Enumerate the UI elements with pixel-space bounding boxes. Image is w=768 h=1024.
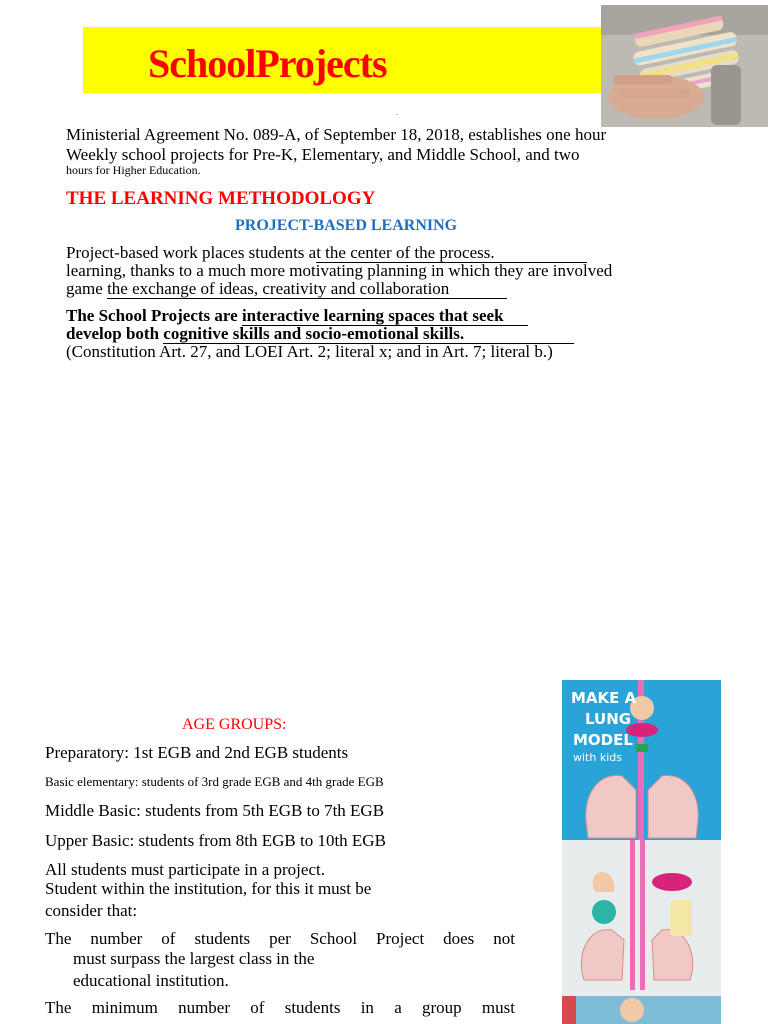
- pbl-line-4-underlined: interactive learning spaces that seek: [242, 306, 528, 326]
- age-group-preparatory: Preparatory: 1st EGB and 2nd EGB students: [45, 743, 349, 762]
- pbl-line-4: [66, 307, 528, 325]
- poster-line-lung: LUNG: [585, 710, 632, 728]
- poster-line-make-a: MAKE A: [571, 689, 637, 707]
- poster-line-with-kids: with kids: [573, 751, 622, 764]
- age-group-middle-basic: Middle Basic: students from 5th EGB to 7th EGB: [45, 801, 385, 820]
- rule-1-line-2: must surpass the largest class in the: [73, 949, 315, 968]
- participation-line-3: consider that:: [45, 901, 138, 920]
- rule-2-line-1: The minimum number of students in a group must: [45, 998, 515, 1017]
- rule-1-line-3: educational institution.: [73, 971, 229, 990]
- agreement-line-1: Ministerial Agreement No. 089-A, of September 18, 2018, establishes one hour: [66, 125, 607, 144]
- participation-line-2: Student within the institution, for this it must be: [45, 879, 372, 898]
- pbl-line-1-start: Project-based work places students a: [66, 243, 317, 262]
- age-groups-heading: AGE GROUPS:: [182, 716, 287, 733]
- pbl-line-1-underlined: t the center of the process.: [316, 243, 586, 263]
- pbl-line-5-underlined: cognitive skills and socio-emotional skills.: [163, 324, 574, 344]
- pbl-line-2: learning, thanks to a much more motivating planning in which they are involved: [66, 261, 613, 280]
- pbl-line-3: [66, 280, 507, 298]
- age-group-basic-elementary: Basic elementary: students of 3rd grade EGB and 4th grade EGB: [45, 774, 384, 789]
- pbl-line-5: [66, 325, 574, 343]
- agreement-line-2: Weekly school projects for Pre-K, Elementary, and Middle School, and two: [66, 145, 580, 164]
- participation-line-1: All students must participate in a project.: [45, 860, 325, 879]
- pbl-line-1: [66, 244, 587, 262]
- pbl-line-4-start: The School Projects are: [66, 306, 242, 325]
- methodology-heading: THE LEARNING METHODOLOGY: [66, 188, 376, 209]
- lung-model-poster: [562, 680, 721, 1024]
- constitution-reference: (Constitution Art. 27, and LOEI Art. 2; literal x; and in Art. 7; literal b.): [66, 342, 553, 361]
- hands-craft-photo: [601, 5, 768, 127]
- agreement-line-3: hours for Higher Education.: [66, 163, 201, 177]
- pbl-line-5-start: develop both: [66, 324, 164, 343]
- rule-1-line-1: The number of students per School Project does not: [45, 929, 515, 948]
- age-group-upper-basic: Upper Basic: students from 8th EGB to 10th EGB: [45, 831, 386, 850]
- pbl-heading: PROJECT-BASED LEARNING: [235, 217, 458, 234]
- poster-line-model: MODEL: [573, 731, 633, 749]
- page-title: SchoolProjects: [148, 41, 387, 86]
- pbl-line-3-start: game: [66, 279, 108, 298]
- stray-dot: .: [396, 108, 398, 117]
- pbl-line-3-underlined: the exchange of ideas, creativity and collaboration: [107, 279, 507, 299]
